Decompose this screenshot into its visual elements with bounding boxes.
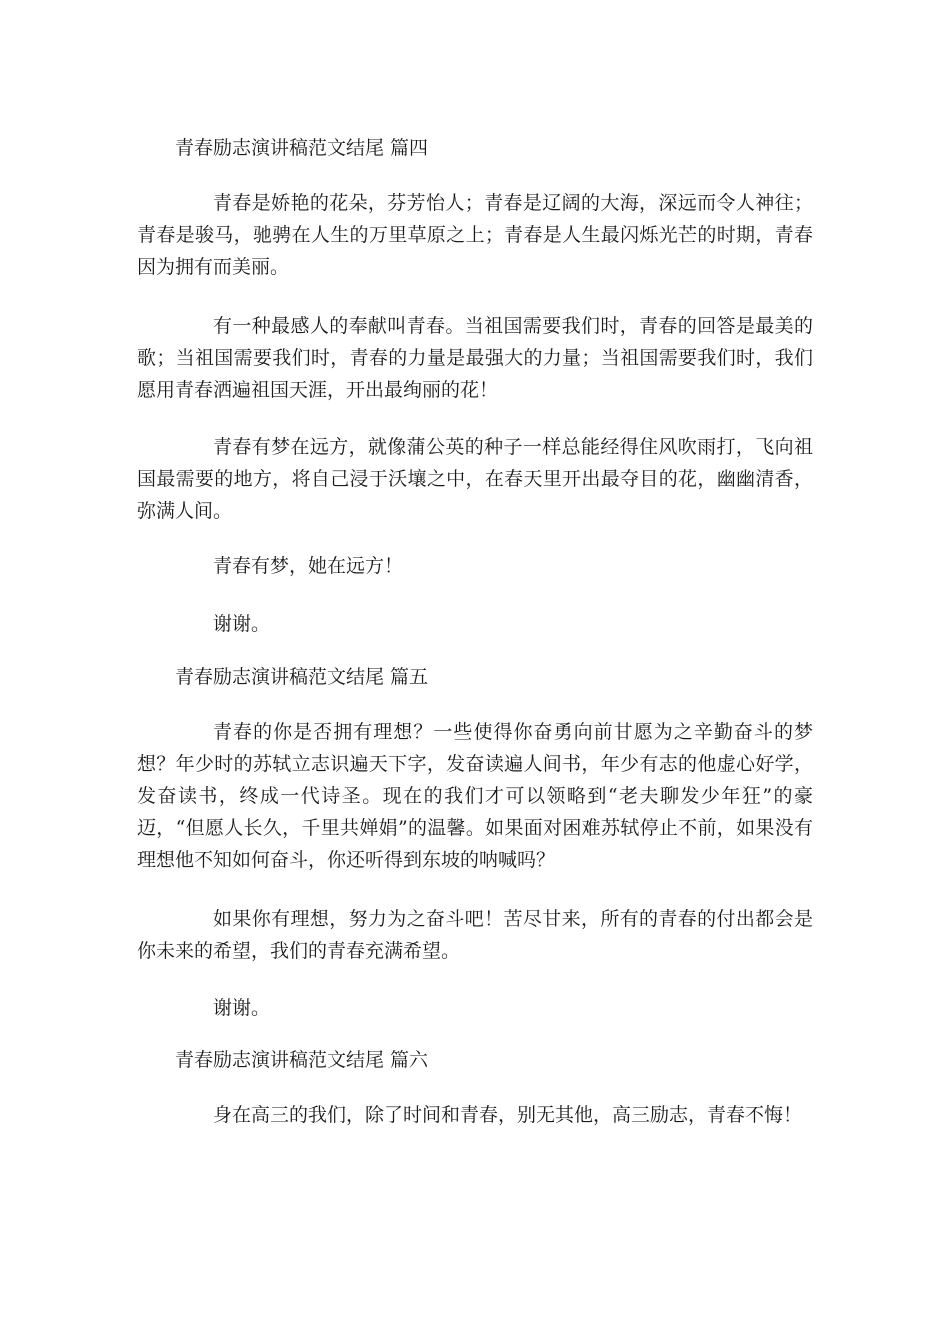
section-heading-5: 青春励志演讲稿范文结尾 篇五 (175, 666, 429, 688)
section-heading-6: 青春励志演讲稿范文结尾 篇六 (175, 1049, 429, 1071)
paragraph: 有一种最感人的奉献叫青春。当祖国需要我们时，青春的回答是最美的歌；当祖国需要我们时，青春的力量是最强大的力量；当祖国需要我们时，我们愿用青春洒遍祖国天涯，开出最绚丽的花！ (137, 315, 813, 401)
paragraph: 谢谢。 (213, 613, 271, 635)
paragraph: 身在高三的我们，除了时间和青春，别无其他，高三励志，青春不悔！ (213, 1104, 803, 1126)
paragraph: 青春是娇艳的花朵，芬芳怡人；青春是辽阔的大海，深远而令人神往；青春是骏马，驰骋在人生的万里草原之上；青春是人生最闪烁光芒的时期，青春因为拥有而美丽。 (137, 192, 813, 278)
paragraph: 青春有梦在远方，就像蒲公英的种子一样总能经得住风吹雨打，飞向祖国最需要的地方，将自己浸于沃壤之中，在春天里开出最夺目的花，幽幽清香，弥满人间。 (137, 436, 813, 522)
paragraph: 青春有梦，她在远方！ (213, 555, 404, 577)
section-heading-4: 青春励志演讲稿范文结尾 篇四 (175, 137, 429, 159)
paragraph: 如果你有理想，努力为之奋斗吧！苦尽甘来，所有的青春的付出都会是你未来的希望，我们的青春充满希望。 (137, 908, 813, 962)
paragraph: 谢谢。 (213, 997, 271, 1019)
paragraph: 青春的你是否拥有理想？一些使得你奋勇向前甘愿为之辛勤奋斗的梦想？年少时的苏轼立志识遍天下字，发奋读遍人间书，年少有志的他虚心好学，发奋读书，终成一代诗圣。现在的我们才可以领略到“老夫聊发少年狂”的豪迈，“但愿人长久，千里共婵娟”的温馨。如果面对困难苏轼停止不前，如果没有理想他不知如何奋斗，你还听得到东坡的呐喊吗？ (137, 721, 813, 871)
